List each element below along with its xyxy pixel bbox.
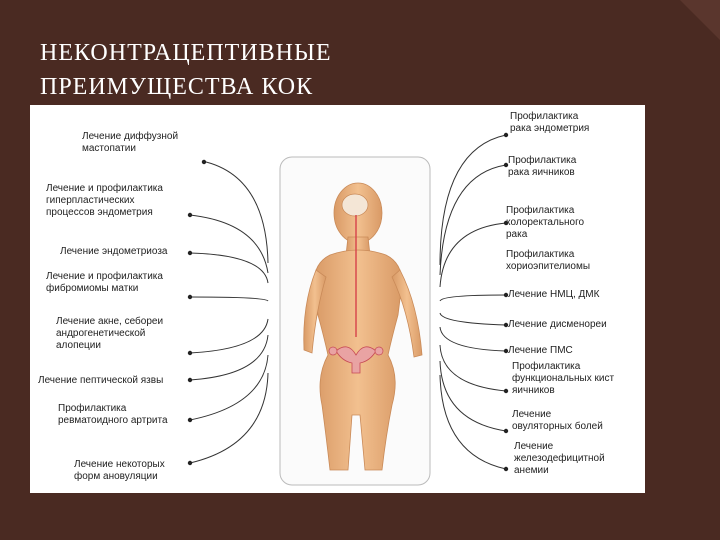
label-line: яичников [512,385,555,396]
label-endometriosis [60,246,167,258]
label-line: Профилактика [510,111,579,122]
label-line: Лечение [512,409,552,420]
label-ovarian-cancer [508,155,576,179]
label-line: рака яичников [508,167,575,178]
label-line: мастопатии [82,143,136,154]
label-line: гиперпластических [46,195,135,206]
label-line: анемии [514,465,549,476]
label-line: функциональных кист [512,373,615,384]
label-line: Профилактика [58,403,127,414]
label-line: Лечение [514,441,554,452]
label-line: процессов эндометрия [46,207,153,218]
label-line: Лечение и профилактика [46,183,163,194]
label-line: хориоэпителиомы [506,261,591,272]
slide-title [40,36,660,104]
right-connectors [440,135,506,469]
label-line: Лечение НМЦ, ДМК [508,289,600,300]
label-peptic-ulcer [38,375,163,387]
label-nmc-dmk [508,289,599,301]
label-line: Лечение эндометриоза [60,246,168,257]
label-choriocarcinoma [506,249,590,273]
label-colorectal-cancer [506,205,584,241]
label-acne-seborrhea [56,316,163,352]
label-line: Лечение диффузной [82,131,179,142]
label-line: Лечение некоторых [74,459,165,470]
label-line: Профилактика [506,249,575,260]
label-endometrial-cancer [510,111,589,135]
label-ovarian-cysts [512,361,614,397]
slide-title-line-2: ПРЕИМУЩЕСТВА КОК [40,74,314,100]
label-iron-deficiency-anemia [514,441,605,477]
label-line: алопеции [56,340,101,351]
label-line: железодефицитной [514,453,605,464]
label-diffuse-mastopathy [82,131,178,155]
label-anovulation [74,459,165,483]
label-ovulatory-pain [512,409,603,433]
label-line: рака эндометрия [510,123,590,134]
label-endometrial-hyperplasia [46,183,163,219]
label-line: Профилактика [506,205,575,216]
label-line: Профилактика [512,361,581,372]
slide-title-line-1: НЕКОНТРАЦЕПТИВНЫЕ [40,40,332,66]
label-line: андрогенетической [56,328,146,339]
label-line: форм ановуляции [74,471,158,482]
label-fibromyoma [46,271,163,295]
left-connectors [190,161,268,463]
label-pms [508,345,573,357]
label-line: фибромиомы матки [46,283,139,294]
slide-corner-decoration [680,0,720,40]
label-line: рака [506,229,528,240]
label-line: колоректального [506,217,585,228]
label-line: овуляторных болей [512,421,603,432]
label-line: Лечение дисменореи [508,319,607,330]
label-line: Лечение и профилактика [46,271,163,282]
label-dysmenorrhea [508,319,607,331]
label-line: ревматоидного артрита [58,415,168,426]
label-line: Лечение акне, себореи [56,316,164,327]
label-line: Лечение пептической язвы [38,375,164,386]
label-rheumatoid-arthritis [58,403,168,427]
label-line: Лечение ПМС [508,345,573,356]
benefits-diagram [30,105,645,493]
label-line: Профилактика [508,155,577,166]
